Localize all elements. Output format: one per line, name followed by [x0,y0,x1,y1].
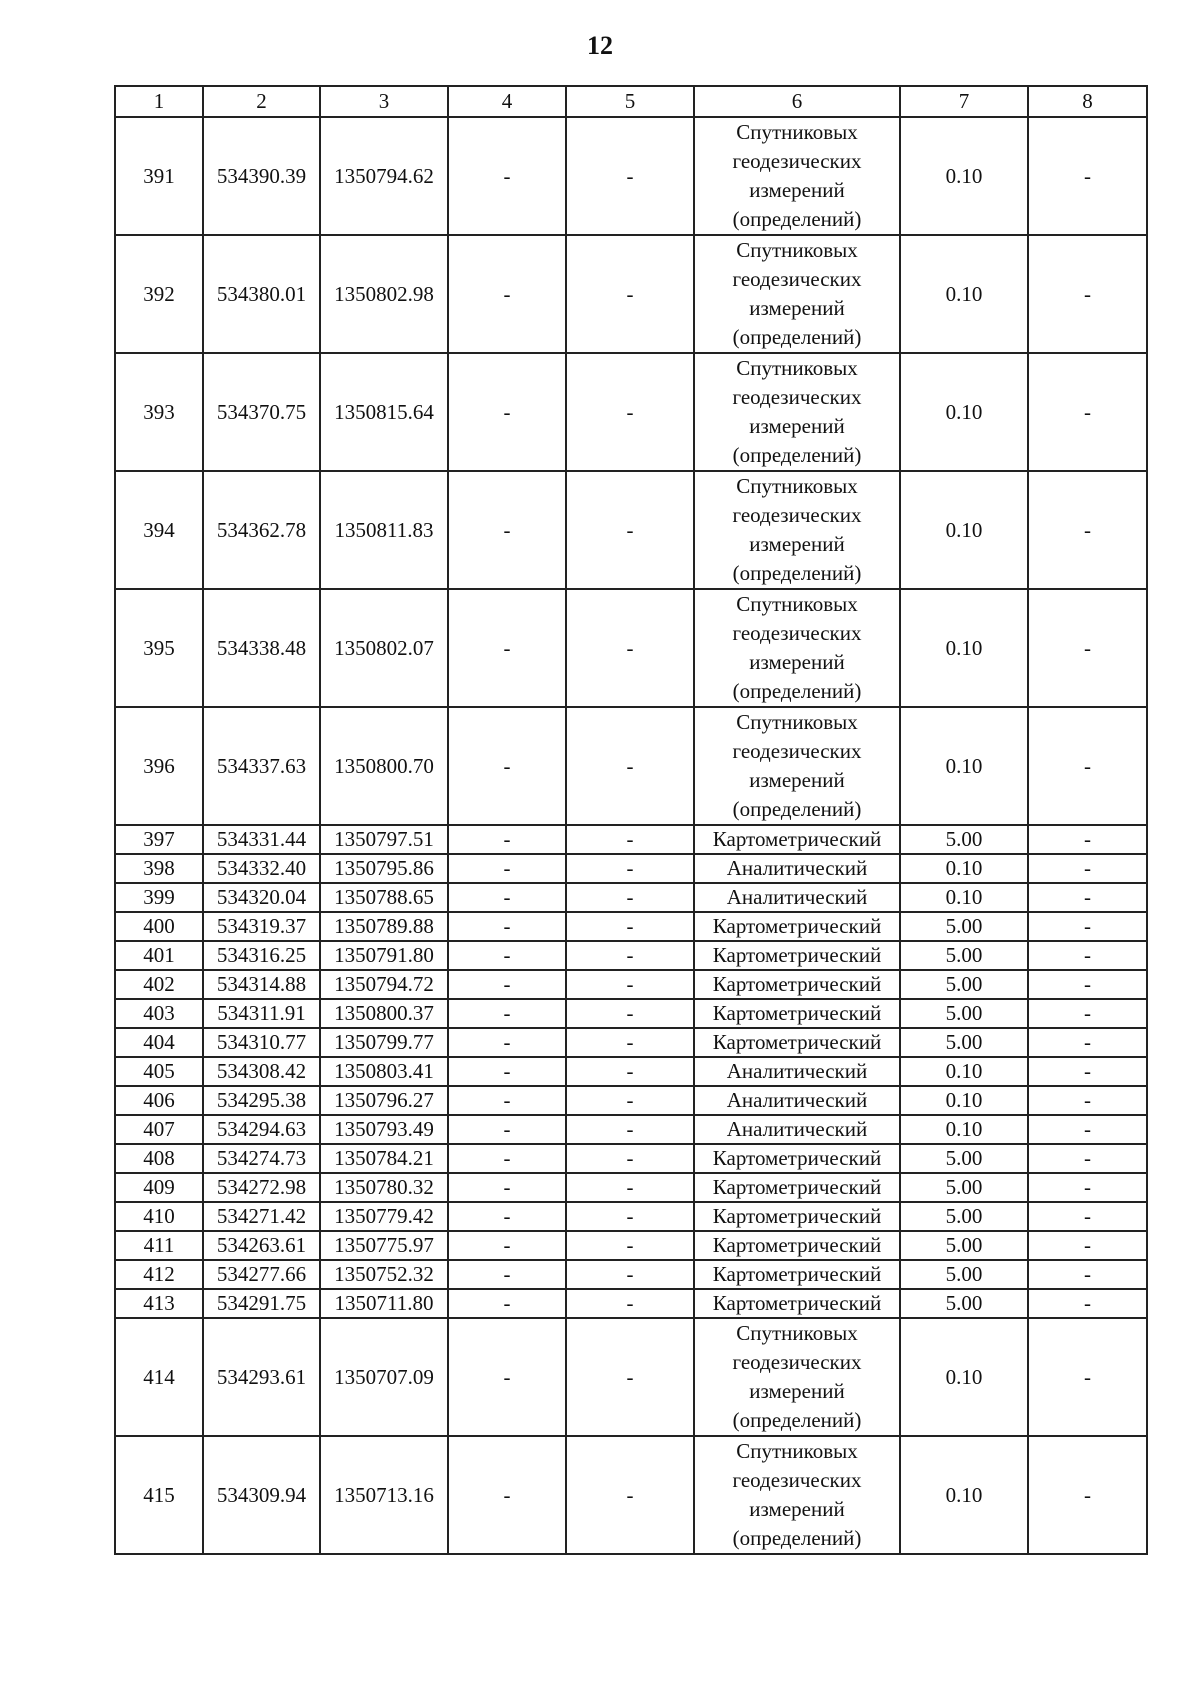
column-8-cell: - [1028,1436,1147,1554]
point-number-cell: 415 [115,1436,203,1554]
point-number-cell: 398 [115,854,203,883]
point-number-cell: 412 [115,1260,203,1289]
x-coordinate-cell: 534390.39 [203,117,320,235]
header-cell: 8 [1028,86,1147,117]
method-cell [694,912,900,941]
method-line: Картометрический [712,827,882,851]
method-line: Картометрический [712,1175,882,1199]
y-coordinate-cell: 1350793.49 [320,1115,448,1144]
method-line: геодезических [732,1468,862,1492]
method-cell [694,353,900,471]
x-coordinate-cell: 534274.73 [203,1144,320,1173]
column-5-cell: - [566,1144,694,1173]
table-row [115,353,1147,471]
y-coordinate-cell: 1350794.62 [320,117,448,235]
column-5-cell: - [566,471,694,589]
y-coordinate-cell: 1350802.07 [320,589,448,707]
point-number-cell: 410 [115,1202,203,1231]
y-coordinate-cell: 1350707.09 [320,1318,448,1436]
column-8-cell: - [1028,471,1147,589]
table-row [115,825,1147,854]
column-8-cell: - [1028,353,1147,471]
method-line: Аналитический [726,885,868,909]
column-8-cell: - [1028,1057,1147,1086]
column-5-cell: - [566,941,694,970]
method-line: измерений [749,296,845,320]
method-line: Спутниковых [736,238,858,262]
method-cell [694,1318,900,1436]
column-5-cell: - [566,999,694,1028]
header-cell: 6 [694,86,900,117]
column-8-cell: - [1028,883,1147,912]
x-coordinate-cell: 534362.78 [203,471,320,589]
point-number-cell: 402 [115,970,203,999]
method-line: Спутниковых [736,120,858,144]
column-4-cell: - [448,999,566,1028]
x-coordinate-cell: 534294.63 [203,1115,320,1144]
accuracy-cell: 5.00 [900,1289,1028,1318]
method-line: измерений [749,414,845,438]
method-line: измерений [749,178,845,202]
accuracy-cell: 0.10 [900,117,1028,235]
accuracy-cell: 0.10 [900,707,1028,825]
x-coordinate-cell: 534272.98 [203,1173,320,1202]
x-coordinate-cell: 534331.44 [203,825,320,854]
accuracy-cell: 5.00 [900,1028,1028,1057]
method-cell [694,941,900,970]
header-cell: 7 [900,86,1028,117]
accuracy-cell: 5.00 [900,1144,1028,1173]
method-line: (определений) [732,207,862,231]
point-number-cell: 411 [115,1231,203,1260]
column-5-cell: - [566,1436,694,1554]
point-number-cell: 394 [115,471,203,589]
header-cell: 3 [320,86,448,117]
column-5-cell: - [566,1231,694,1260]
accuracy-cell: 0.10 [900,471,1028,589]
y-coordinate-cell: 1350811.83 [320,471,448,589]
column-4-cell: - [448,912,566,941]
method-line: (определений) [732,325,862,349]
column-8-cell: - [1028,589,1147,707]
y-coordinate-cell: 1350784.21 [320,1144,448,1173]
accuracy-cell: 5.00 [900,1202,1028,1231]
point-number-cell: 408 [115,1144,203,1173]
y-coordinate-cell: 1350797.51 [320,825,448,854]
column-8-cell: - [1028,1202,1147,1231]
table-row [115,970,1147,999]
table-row [115,1231,1147,1260]
y-coordinate-cell: 1350791.80 [320,941,448,970]
accuracy-cell: 0.10 [900,589,1028,707]
y-coordinate-cell: 1350802.98 [320,235,448,353]
method-cell [694,1202,900,1231]
method-line: Картометрический [712,1030,882,1054]
column-5-cell: - [566,1260,694,1289]
y-coordinate-cell: 1350711.80 [320,1289,448,1318]
y-coordinate-cell: 1350788.65 [320,883,448,912]
column-4-cell: - [448,589,566,707]
method-cell [694,1173,900,1202]
column-4-cell: - [448,1086,566,1115]
table-row [115,589,1147,707]
column-5-cell: - [566,589,694,707]
table-row [115,1144,1147,1173]
page-number: 12 [587,31,613,60]
x-coordinate-cell: 534291.75 [203,1289,320,1318]
column-4-cell: - [448,941,566,970]
point-number-cell: 396 [115,707,203,825]
method-line: Аналитический [726,1117,868,1141]
x-coordinate-cell: 534310.77 [203,1028,320,1057]
accuracy-cell: 0.10 [900,854,1028,883]
point-number-cell: 414 [115,1318,203,1436]
x-coordinate-cell: 534311.91 [203,999,320,1028]
accuracy-cell: 5.00 [900,970,1028,999]
accuracy-cell: 0.10 [900,235,1028,353]
header-row [115,86,1147,117]
column-5-cell: - [566,707,694,825]
column-8-cell: - [1028,117,1147,235]
y-coordinate-cell: 1350780.32 [320,1173,448,1202]
y-coordinate-cell: 1350713.16 [320,1436,448,1554]
point-number-cell: 392 [115,235,203,353]
method-line: (определений) [732,561,862,585]
method-cell [694,1086,900,1115]
method-line: Картометрический [712,1204,882,1228]
method-line: Аналитический [726,856,868,880]
point-number-cell: 393 [115,353,203,471]
x-coordinate-cell: 534309.94 [203,1436,320,1554]
column-5-cell: - [566,235,694,353]
x-coordinate-cell: 534337.63 [203,707,320,825]
accuracy-cell: 0.10 [900,883,1028,912]
x-coordinate-cell: 534277.66 [203,1260,320,1289]
method-cell [694,999,900,1028]
method-line: Картометрический [712,972,882,996]
coordinates-table [114,85,1148,1555]
method-cell [694,1260,900,1289]
column-5-cell: - [566,1289,694,1318]
column-8-cell: - [1028,854,1147,883]
method-cell [694,117,900,235]
x-coordinate-cell: 534332.40 [203,854,320,883]
accuracy-cell: 0.10 [900,1436,1028,1554]
method-line: Картометрический [712,1233,882,1257]
table-row [115,912,1147,941]
column-8-cell: - [1028,1115,1147,1144]
table-row [115,1057,1147,1086]
method-line: Спутниковых [736,592,858,616]
point-number-cell: 409 [115,1173,203,1202]
x-coordinate-cell: 534320.04 [203,883,320,912]
table-row [115,1086,1147,1115]
column-4-cell: - [448,235,566,353]
method-cell [694,1231,900,1260]
column-5-cell: - [566,825,694,854]
method-cell [694,825,900,854]
accuracy-cell: 5.00 [900,999,1028,1028]
method-line: геодезических [732,621,862,645]
point-number-cell: 413 [115,1289,203,1318]
method-line: геодезических [732,385,862,409]
column-4-cell: - [448,1115,566,1144]
table-row [115,1436,1147,1554]
table-row [115,1260,1147,1289]
header-cell: 1 [115,86,203,117]
method-line: Спутниковых [736,1321,858,1345]
column-4-cell: - [448,883,566,912]
column-5-cell: - [566,970,694,999]
table-row [115,1318,1147,1436]
x-coordinate-cell: 534263.61 [203,1231,320,1260]
column-4-cell: - [448,117,566,235]
table-row [115,117,1147,235]
method-cell [694,1115,900,1144]
method-cell [694,471,900,589]
point-number-cell: 397 [115,825,203,854]
column-5-cell: - [566,1086,694,1115]
y-coordinate-cell: 1350794.72 [320,970,448,999]
point-number-cell: 400 [115,912,203,941]
method-line: Аналитический [726,1059,868,1083]
table-row [115,883,1147,912]
method-line: измерений [749,1497,845,1521]
table-row [115,1115,1147,1144]
accuracy-cell: 0.10 [900,1115,1028,1144]
column-5-cell: - [566,854,694,883]
column-8-cell: - [1028,1318,1147,1436]
column-5-cell: - [566,117,694,235]
method-line: (определений) [732,1526,862,1550]
y-coordinate-cell: 1350799.77 [320,1028,448,1057]
column-4-cell: - [448,1260,566,1289]
column-8-cell: - [1028,1231,1147,1260]
point-number-cell: 399 [115,883,203,912]
point-number-cell: 391 [115,117,203,235]
method-line: Картометрический [712,1262,882,1286]
column-8-cell: - [1028,1028,1147,1057]
accuracy-cell: 5.00 [900,1231,1028,1260]
table-body [115,86,1147,1554]
method-line: (определений) [732,797,862,821]
method-line: геодезических [732,1350,862,1374]
method-line: измерений [749,1379,845,1403]
accuracy-cell: 0.10 [900,1057,1028,1086]
method-cell [694,235,900,353]
column-8-cell: - [1028,1173,1147,1202]
column-4-cell: - [448,1202,566,1231]
column-4-cell: - [448,970,566,999]
method-line: измерений [749,768,845,792]
accuracy-cell: 5.00 [900,1173,1028,1202]
method-line: Картометрический [712,914,882,938]
method-line: измерений [749,532,845,556]
column-8-cell: - [1028,999,1147,1028]
header-cell: 4 [448,86,566,117]
column-8-cell: - [1028,1086,1147,1115]
y-coordinate-cell: 1350775.97 [320,1231,448,1260]
method-line: Картометрический [712,943,882,967]
column-8-cell: - [1028,941,1147,970]
column-4-cell: - [448,471,566,589]
accuracy-cell: 5.00 [900,941,1028,970]
method-cell [694,707,900,825]
point-number-cell: 404 [115,1028,203,1057]
column-4-cell: - [448,854,566,883]
column-8-cell: - [1028,1144,1147,1173]
column-4-cell: - [448,1057,566,1086]
column-8-cell: - [1028,1260,1147,1289]
accuracy-cell: 5.00 [900,912,1028,941]
column-5-cell: - [566,1202,694,1231]
column-4-cell: - [448,1289,566,1318]
column-4-cell: - [448,825,566,854]
y-coordinate-cell: 1350800.37 [320,999,448,1028]
method-line: (определений) [732,443,862,467]
column-5-cell: - [566,1028,694,1057]
y-coordinate-cell: 1350796.27 [320,1086,448,1115]
column-4-cell: - [448,707,566,825]
method-cell [694,1144,900,1173]
column-8-cell: - [1028,912,1147,941]
x-coordinate-cell: 534380.01 [203,235,320,353]
table-row [115,1202,1147,1231]
method-line: Картометрический [712,1001,882,1025]
x-coordinate-cell: 534316.25 [203,941,320,970]
point-number-cell: 395 [115,589,203,707]
x-coordinate-cell: 534293.61 [203,1318,320,1436]
method-cell [694,1436,900,1554]
point-number-cell: 401 [115,941,203,970]
y-coordinate-cell: 1350795.86 [320,854,448,883]
table-row [115,707,1147,825]
header-cell: 5 [566,86,694,117]
column-8-cell: - [1028,970,1147,999]
column-8-cell: - [1028,707,1147,825]
method-cell [694,1057,900,1086]
method-line: Спутниковых [736,356,858,380]
column-8-cell: - [1028,825,1147,854]
column-4-cell: - [448,1173,566,1202]
x-coordinate-cell: 534308.42 [203,1057,320,1086]
accuracy-cell: 5.00 [900,825,1028,854]
method-line: Спутниковых [736,1439,858,1463]
column-5-cell: - [566,1115,694,1144]
column-4-cell: - [448,1436,566,1554]
accuracy-cell: 0.10 [900,1086,1028,1115]
table-row [115,1289,1147,1318]
method-line: геодезических [732,739,862,763]
table-row [115,235,1147,353]
method-line: геодезических [732,149,862,173]
column-5-cell: - [566,912,694,941]
method-line: Картометрический [712,1291,882,1315]
point-number-cell: 407 [115,1115,203,1144]
column-5-cell: - [566,1057,694,1086]
x-coordinate-cell: 534370.75 [203,353,320,471]
column-4-cell: - [448,1028,566,1057]
method-line: измерений [749,650,845,674]
accuracy-cell: 0.10 [900,1318,1028,1436]
method-cell [694,970,900,999]
point-number-cell: 406 [115,1086,203,1115]
x-coordinate-cell: 534271.42 [203,1202,320,1231]
column-4-cell: - [448,1318,566,1436]
column-5-cell: - [566,353,694,471]
column-5-cell: - [566,1318,694,1436]
header-cell: 2 [203,86,320,117]
y-coordinate-cell: 1350815.64 [320,353,448,471]
method-line: Спутниковых [736,474,858,498]
column-8-cell: - [1028,1289,1147,1318]
y-coordinate-cell: 1350752.32 [320,1260,448,1289]
column-5-cell: - [566,883,694,912]
point-number-cell: 403 [115,999,203,1028]
accuracy-cell: 0.10 [900,353,1028,471]
y-coordinate-cell: 1350803.41 [320,1057,448,1086]
x-coordinate-cell: 534295.38 [203,1086,320,1115]
method-cell [694,883,900,912]
column-4-cell: - [448,1231,566,1260]
column-8-cell: - [1028,235,1147,353]
method-cell [694,1289,900,1318]
method-cell [694,854,900,883]
table-row [115,471,1147,589]
table-row [115,941,1147,970]
method-line: Спутниковых [736,710,858,734]
method-line: Аналитический [726,1088,868,1112]
point-number-cell: 405 [115,1057,203,1086]
y-coordinate-cell: 1350800.70 [320,707,448,825]
table-row [115,854,1147,883]
y-coordinate-cell: 1350779.42 [320,1202,448,1231]
method-line: (определений) [732,679,862,703]
table-row [115,1173,1147,1202]
x-coordinate-cell: 534338.48 [203,589,320,707]
table-row [115,1028,1147,1057]
method-cell [694,589,900,707]
x-coordinate-cell: 534319.37 [203,912,320,941]
method-line: геодезических [732,503,862,527]
accuracy-cell: 5.00 [900,1260,1028,1289]
column-5-cell: - [566,1173,694,1202]
method-line: Картометрический [712,1146,882,1170]
column-4-cell: - [448,353,566,471]
y-coordinate-cell: 1350789.88 [320,912,448,941]
method-cell [694,1028,900,1057]
x-coordinate-cell: 534314.88 [203,970,320,999]
method-line: геодезических [732,267,862,291]
method-line: (определений) [732,1408,862,1432]
table-row [115,999,1147,1028]
column-4-cell: - [448,1144,566,1173]
